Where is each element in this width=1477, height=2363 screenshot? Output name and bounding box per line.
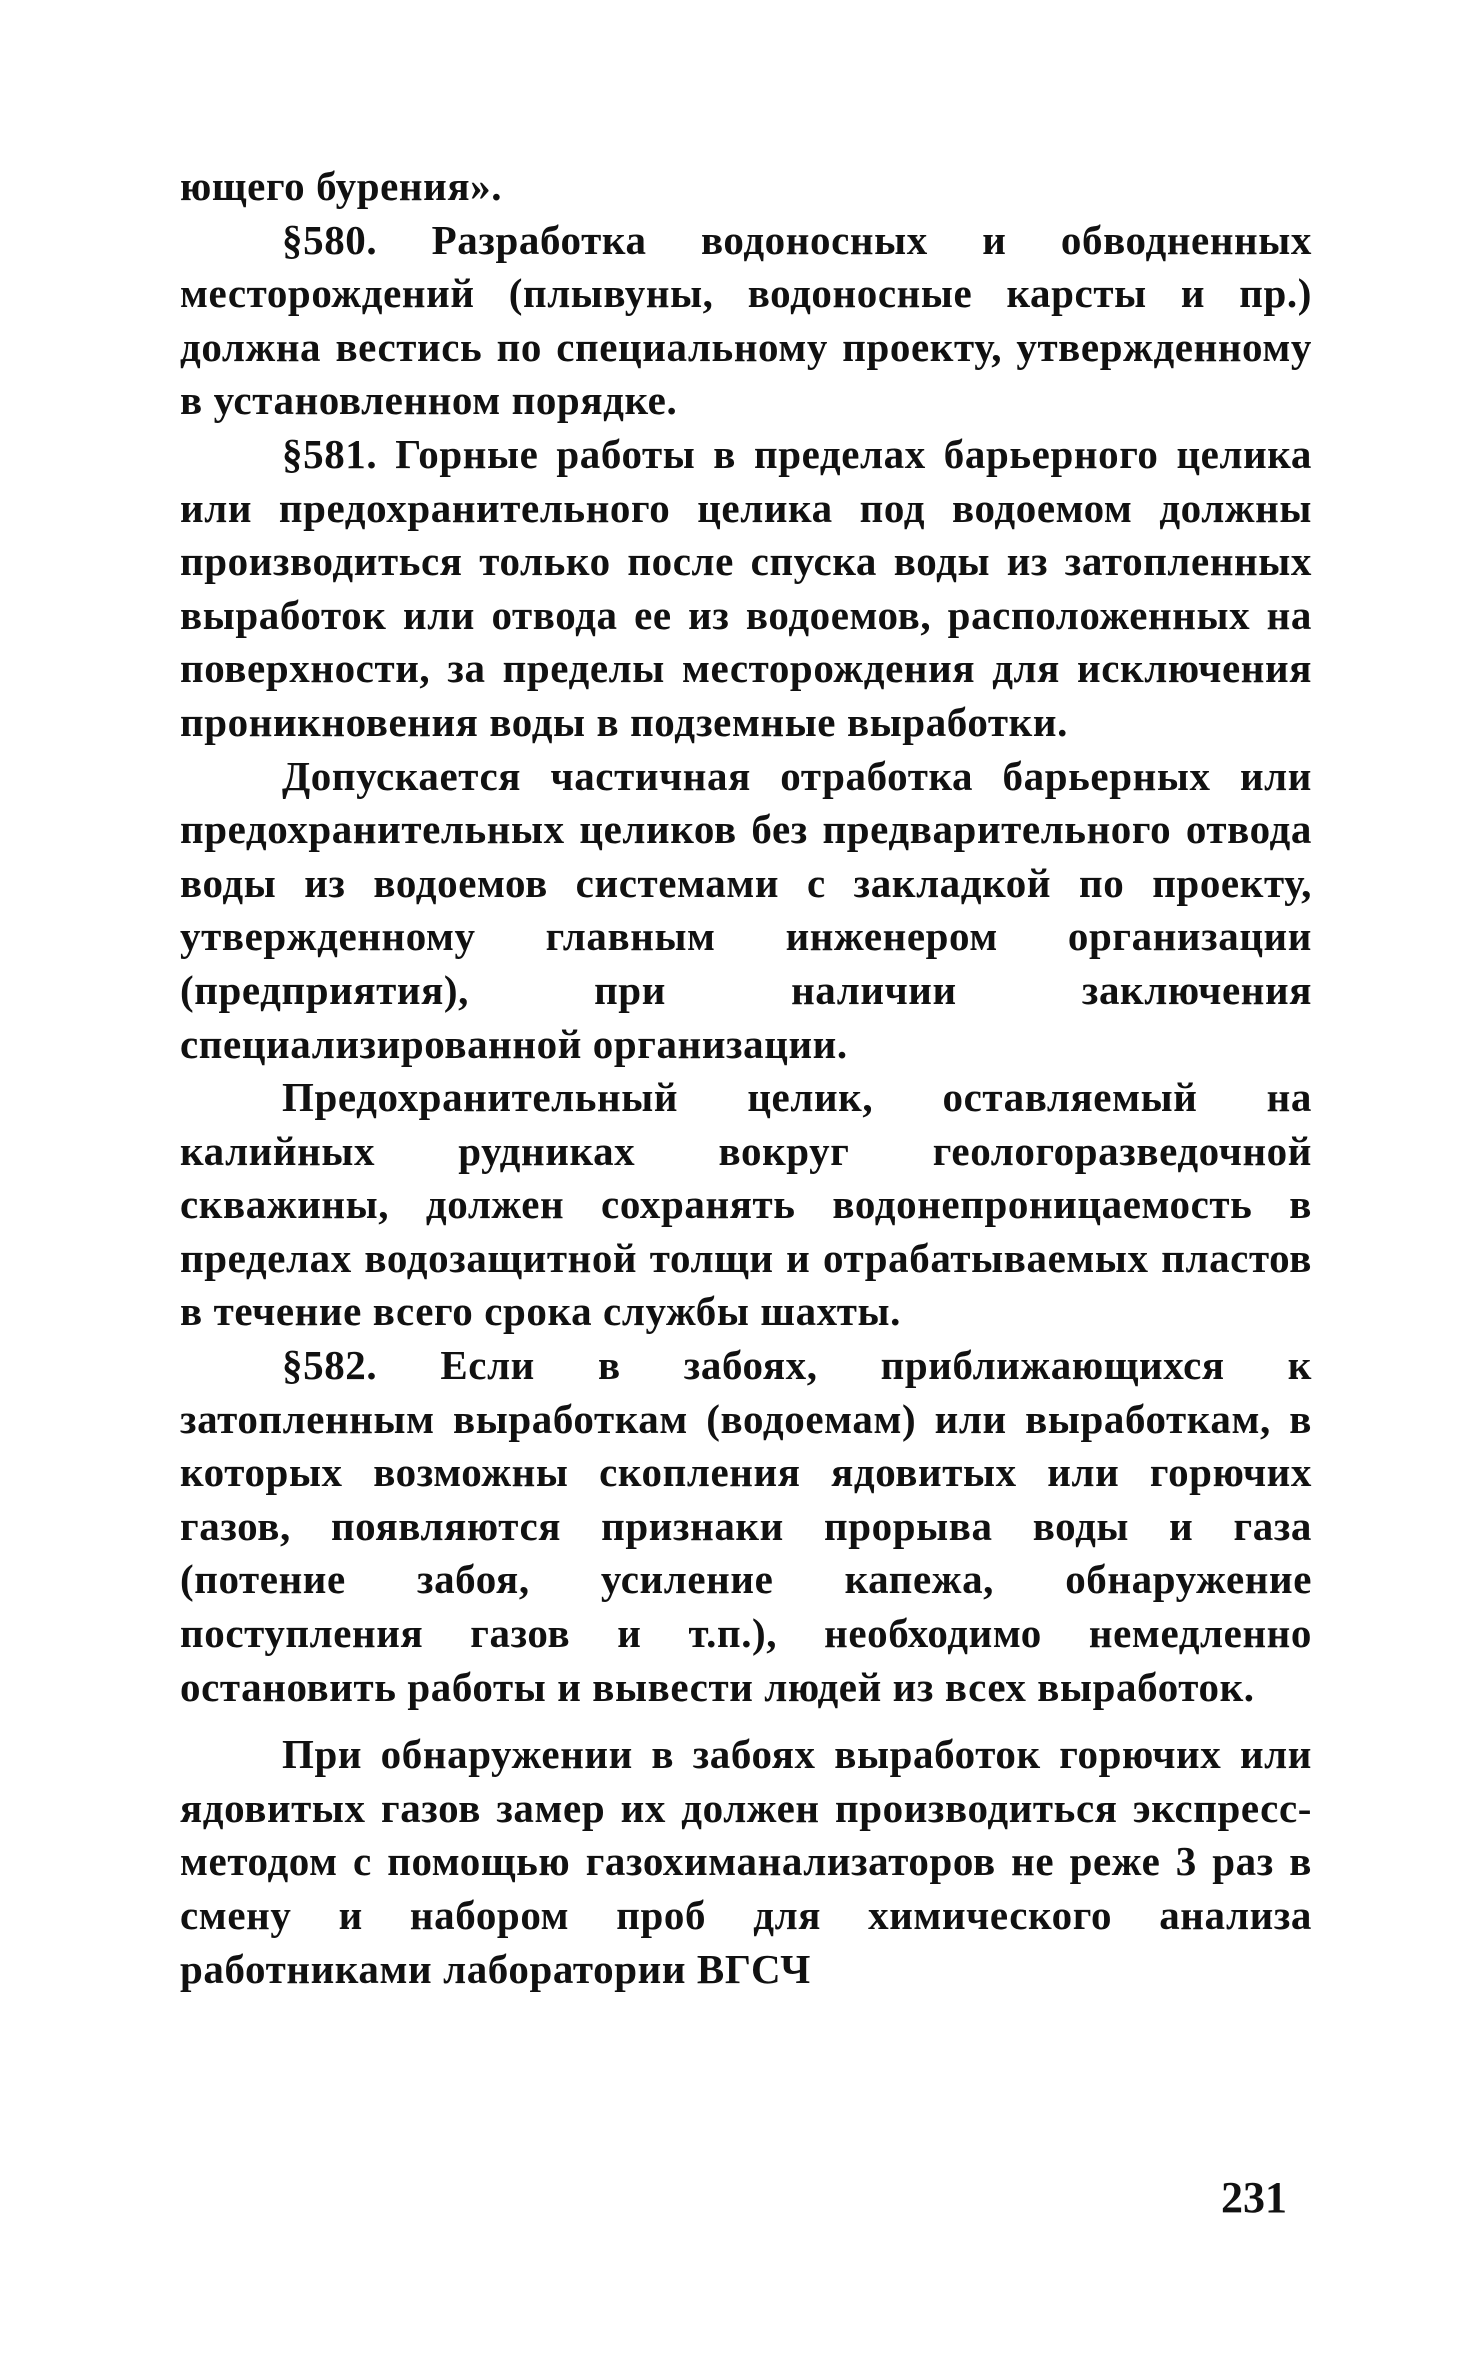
paragraph-581: §581. Горные работы в пределах барьерного целика или предохранительного целика под водоемом должны производиться только после спуска воды из затопленных выработок или отвода ее из водоемов, расположенных на поверхности, за пределы месторождения для исключения проникновения воды в подземные выработки. bbox=[180, 430, 1312, 745]
paragraph-582: §582. Если в забоях, приближающихся к затопленным выработкам (водоемам) или выработкам, в которых возможны скопления ядовитых или горючих газов, появляются признаки прорыва воды и газа (потение забоя, усиление капежа, обнаружение поступления газов и т.п.), необходимо немедленно остановить работы и вывести людей из всех выработок. bbox=[180, 1342, 1312, 1710]
paragraph-partial-extraction: Допускается частичная отработка барьерных или предохранительных целиков без предварительного отвода воды из водоемов системами с закладкой по проекту, утвержденному главным инженером организации (предприятия), при наличии заключения специализированной организации. bbox=[180, 752, 1312, 1067]
paragraph-gas-measurement: При обнаружении в забоях выработок горючих или ядовитых газов замер их должен производиться экспресс-методом с помощью газохиманализаторов не реже 3 раз в смену и набором проб для химического анализа работниками лаборатории ВГСЧ bbox=[180, 1731, 1312, 1992]
page-number: 231 bbox=[1221, 2173, 1287, 2222]
paragraph-safety-pillar: Предохранительный целик, оставляемый на калийных рудниках вокруг геологоразведочной скважины, должен сохранять водонепроницаемость в пределах водозащитной толщи и отрабатываемых пластов в течение всего срока службы шахты. bbox=[180, 1074, 1312, 1335]
paragraph-continuation: ющего бурения». bbox=[180, 163, 503, 209]
paragraph-580: §580. Разработка водоносных и обводненных месторождений (плывуны, водоносные карсты и пр.) должна вестись по специальному проекту, утвержденному в установленном порядке. bbox=[180, 216, 1312, 424]
page-text bbox=[180, 160, 1312, 1996]
